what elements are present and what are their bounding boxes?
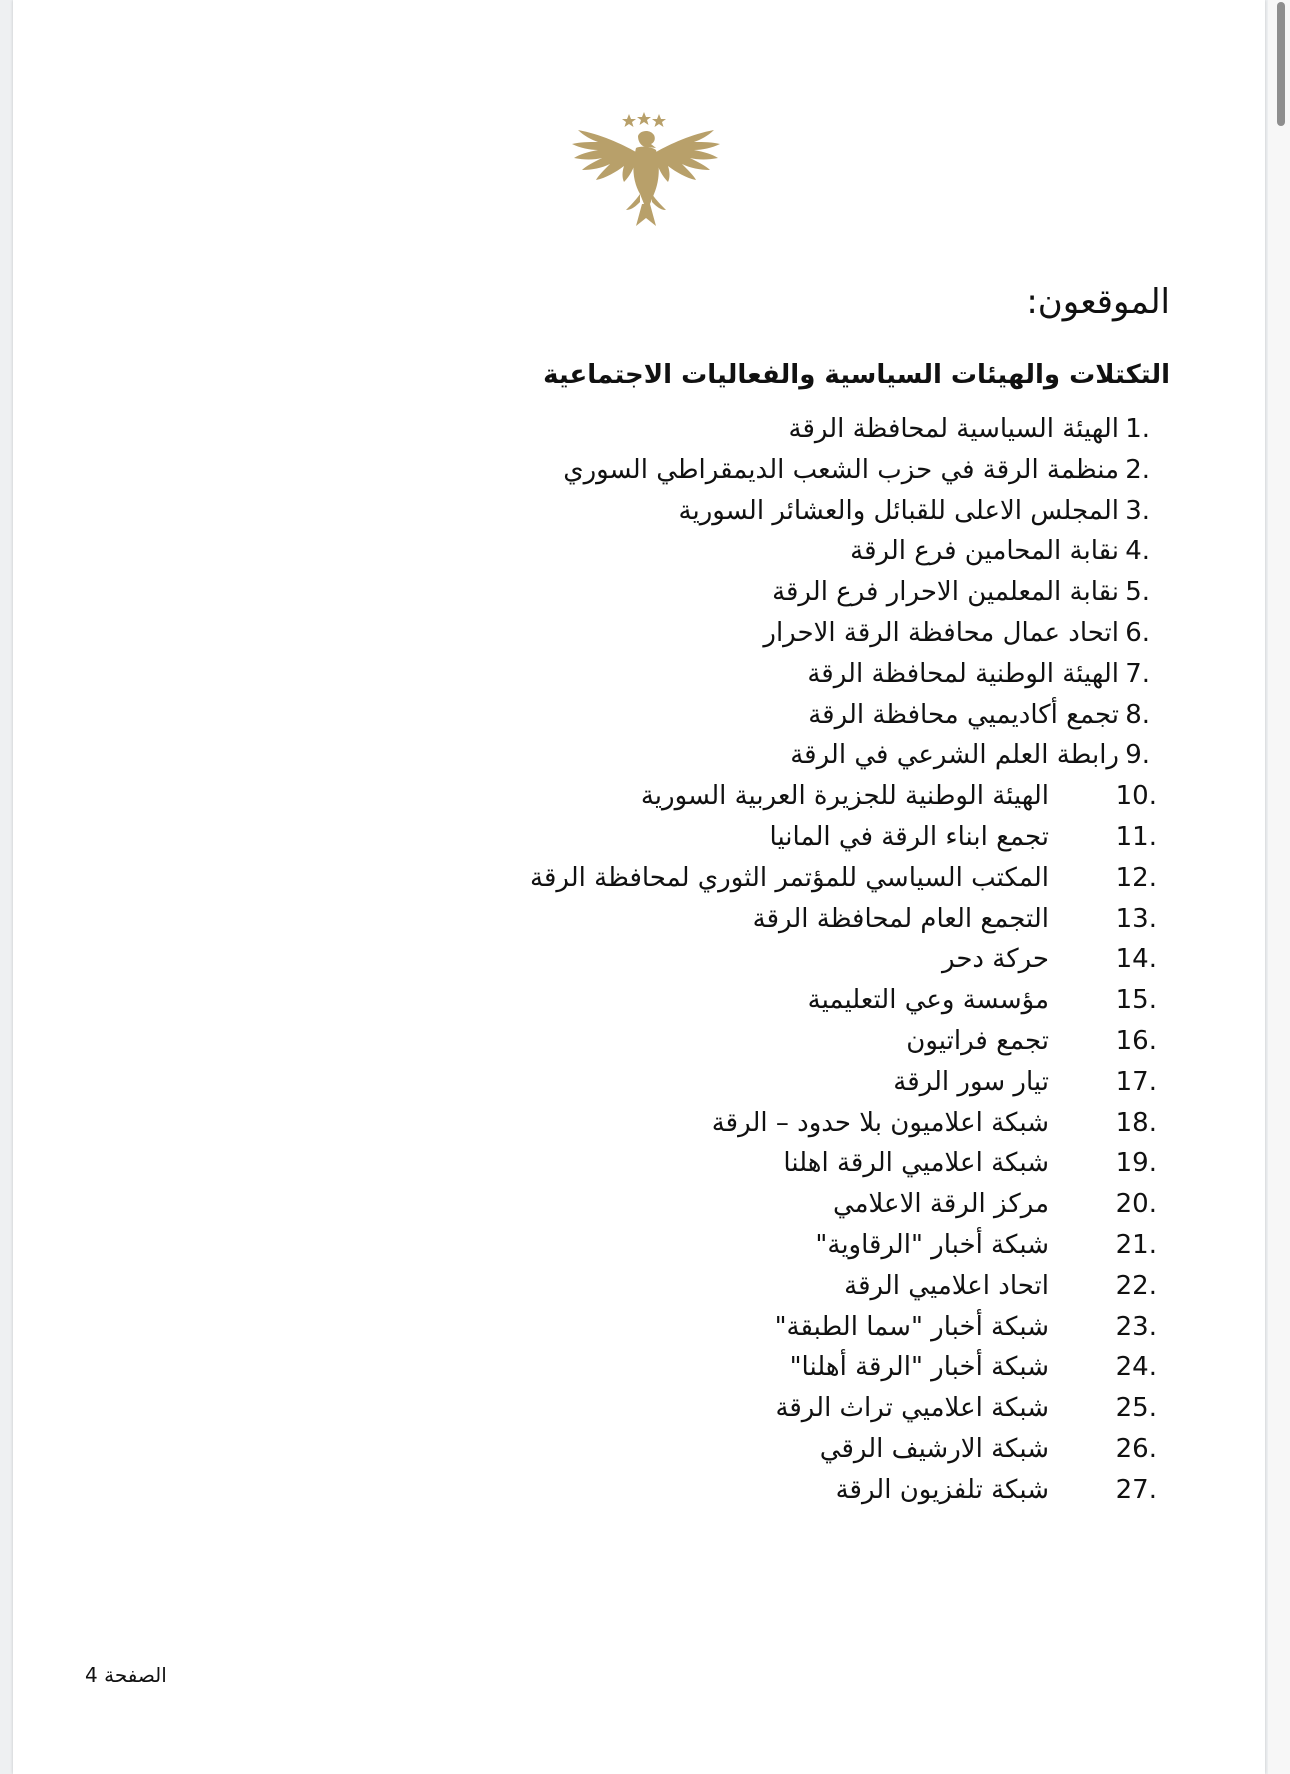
vertical-scrollbar[interactable]	[1268, 0, 1290, 1774]
list-item-name: تجمع أكاديميي محافظة الرقة	[808, 700, 1119, 730]
list-item-name: شبكة اعلاميون بلا حدود – الرقة	[711, 1108, 1049, 1138]
list-item	[13, 1181, 1265, 1227]
list-item-number: 3.	[1125, 496, 1150, 526]
list-item-number: 15.	[1115, 985, 1157, 1015]
list-item	[13, 1222, 1265, 1268]
list-item	[13, 528, 1265, 574]
list-item-number: 18.	[1115, 1108, 1157, 1138]
list-item	[13, 814, 1265, 860]
list-item-name: نقابة المحامين فرع الرقة	[850, 536, 1119, 566]
list-item-name: مركز الرقة الاعلامي	[832, 1189, 1049, 1219]
list-item-name: تيار سور الرقة	[893, 1067, 1049, 1097]
list-item	[13, 1426, 1265, 1472]
list-item-number: 9.	[1125, 740, 1150, 770]
list-item-name: شبكة أخبار "الرقة أهلنا"	[789, 1352, 1049, 1382]
list-item	[13, 406, 1265, 452]
list-item	[13, 447, 1265, 493]
list-item	[13, 1140, 1265, 1186]
list-item-number: 12.	[1115, 863, 1157, 893]
list-item	[13, 855, 1265, 901]
list-item-name: رابطة العلم الشرعي في الرقة	[790, 740, 1119, 770]
list-item-name: شبكة أخبار "سما الطبقة"	[774, 1312, 1049, 1342]
list-item-name: منظمة الرقة في حزب الشعب الديمقراطي السوري	[563, 455, 1119, 485]
list-item-number: 23.	[1115, 1312, 1157, 1342]
list-item-number: 4.	[1125, 536, 1150, 566]
list-item	[13, 732, 1265, 778]
list-item	[13, 1467, 1265, 1513]
list-item-number: 19.	[1115, 1148, 1157, 1178]
list-item-name: شبكة تلفزيون الرقة	[835, 1475, 1049, 1505]
list-item-number: 11.	[1115, 822, 1157, 852]
list-item	[13, 977, 1265, 1023]
list-item-number: 20.	[1115, 1189, 1157, 1219]
list-item-number: 16.	[1115, 1026, 1157, 1056]
list-item-number: 1.	[1125, 414, 1150, 444]
list-item-name: الهيئة الوطنية لمحافظة الرقة	[807, 659, 1119, 689]
list-item-number: 7.	[1125, 659, 1150, 689]
list-item-name: تجمع ابناء الرقة في المانيا	[769, 822, 1049, 852]
list-item-number: 25.	[1115, 1393, 1157, 1423]
list-item-name: الهيئة الوطنية للجزيرة العربية السورية	[640, 781, 1049, 811]
page-number: الصفحة 4	[85, 1663, 167, 1687]
list-item-number: 21.	[1115, 1230, 1157, 1260]
list-item-number: 8.	[1125, 700, 1150, 730]
list-item-name: حركة دحر	[942, 944, 1049, 974]
list-item-name: التجمع العام لمحافظة الرقة	[752, 904, 1049, 934]
list-item	[13, 1385, 1265, 1431]
list-item-number: 10.	[1115, 781, 1157, 811]
list-item-number: 13.	[1115, 904, 1157, 934]
list-item-number: 26.	[1115, 1434, 1157, 1464]
list-item-number: 2.	[1125, 455, 1150, 485]
list-item-number: 27.	[1115, 1475, 1157, 1505]
list-item	[13, 936, 1265, 982]
scrollbar-thumb[interactable]	[1277, 2, 1285, 126]
document-page	[13, 0, 1265, 1774]
list-item-number: 24.	[1115, 1352, 1157, 1382]
list-item-name: الهيئة السياسية لمحافظة الرقة	[788, 414, 1119, 444]
list-item-number: 6.	[1125, 618, 1150, 648]
list-item	[13, 569, 1265, 615]
list-item-name: شبكة أخبار "الرقاوية"	[815, 1230, 1049, 1260]
list-item-name: شبكة اعلاميي تراث الرقة	[775, 1393, 1049, 1423]
list-item	[13, 1344, 1265, 1390]
list-item-name: اتحاد اعلاميي الرقة	[844, 1271, 1049, 1301]
list-item	[13, 773, 1265, 819]
list-item-number: 17.	[1115, 1067, 1157, 1097]
list-item	[13, 1059, 1265, 1105]
list-item	[13, 610, 1265, 656]
list-item-name: مؤسسة وعي التعليمية	[807, 985, 1049, 1015]
list-item-name: المكتب السياسي للمؤتمر الثوري لمحافظة الرقة	[530, 863, 1049, 893]
list-item-name: شبكة الارشيف الرقي	[819, 1434, 1049, 1464]
list-item-name: تجمع فراتيون	[906, 1026, 1049, 1056]
list-item-number: 22.	[1115, 1271, 1157, 1301]
list-item-name: شبكة اعلاميي الرقة اهلنا	[783, 1148, 1049, 1178]
list-item	[13, 651, 1265, 697]
section-heading: التكتلات والهيئات السياسية والفعاليات الاجتماعية	[543, 360, 1170, 390]
eagle-emblem-icon	[566, 108, 738, 236]
list-item	[13, 1018, 1265, 1064]
list-item	[13, 1263, 1265, 1309]
list-item-name: نقابة المعلمين الاحرار فرع الرقة	[772, 577, 1119, 607]
list-item-number: 14.	[1115, 944, 1157, 974]
signers-heading: الموقعون:	[1026, 282, 1170, 322]
list-item-name: المجلس الاعلى للقبائل والعشائر السورية	[678, 496, 1119, 526]
list-item-name: اتحاد عمال محافظة الرقة الاحرار	[763, 618, 1119, 648]
list-item-number: 5.	[1125, 577, 1150, 607]
